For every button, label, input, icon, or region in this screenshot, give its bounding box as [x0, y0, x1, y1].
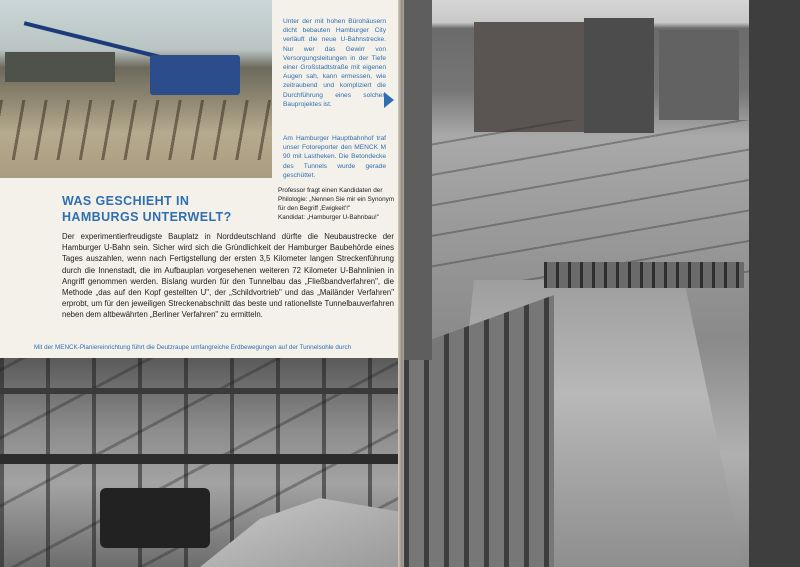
photo-crawler-tractor — [100, 488, 210, 548]
photo-construction-site-crane — [0, 0, 272, 178]
photo-site-clutter — [404, 120, 800, 280]
photo-building-right — [659, 30, 739, 120]
photo-timber-beams — [0, 100, 272, 160]
quote-answer: Kandidat: „Hamburger U-Bahnbau!" — [278, 214, 380, 221]
photo-spoil-heap — [200, 498, 400, 567]
right-triangle-arrow-icon — [384, 92, 394, 108]
photo-building-left — [474, 22, 584, 132]
photo-facade-left-edge — [404, 0, 432, 360]
photo-building-center — [584, 18, 654, 133]
article-heading: WAS GESCHIEHT IN HAMBURGS UNTERWELT? — [62, 194, 232, 224]
caption-bulldozer: Mit der MENCK-Planiereinrichtung führt die Deutzraupe umfangreiche Erdbewegungen auf der Tunnelsohle durch — [34, 344, 352, 351]
photo-facade-right-edge — [749, 0, 800, 567]
quote-question: Professor fragt einen Kandidaten der Philologie: „Nennen Sie mir ein Synonym für den Begriff ‚Ewigkeit'!" — [278, 187, 395, 212]
right-page — [404, 0, 800, 567]
photo-open-cut-tunnel-street — [404, 0, 800, 567]
photo-shed — [5, 52, 115, 82]
quote-block — [278, 186, 396, 222]
caption-hauptbahnhof: Am Hamburger Hauptbahnhof traf unser Fotoreporter den MENCK M 90 mit Lastheken. Die Betondecke des Tunnels wurde gerade geschüttet. — [283, 135, 386, 179]
photo-beam-upper — [0, 388, 400, 394]
photo-crane-cab — [150, 55, 240, 95]
caption-city-route: Unter der mit hohen Bürohäusern dicht bebauten Hamburger City verläuft die neue U-Bahnstrecke. Nur wer das Gewirr von Versorgungsleitungen in der Tiefe einer Großstadtstraße mit eigenen Augen sah, kann ermessen, wie zeitraubend und kompliziert die Durchführung eines solchen Bauprojektes ist. — [283, 18, 386, 108]
photo-tunnel-bulldozer — [0, 358, 400, 567]
photo-beam-main — [0, 454, 400, 464]
photo-temporary-bridge — [544, 262, 744, 288]
article-body: Der experimentierfreudigste Bauplatz in Norddeutschland dürfte die Neubaustrecke der Hamburger U-Bahn sein. Sicher wird sich die Gründlichkeit der Hamburger Baubehörde eines Tages auszahlen, wenn nach Fertigstellung der ersten 3,5 Kilometer langen Streckenführung durch die Innenstadt, die im Aufbauplan vorgesehenen weiteren 72 Kilometer U-Bahnlinien in Angriff genommen werden. Bislang wurden für den Tunnelbau das „Fließbandverfahren", die Methode „das auf den Kopf gestellten U", der „Schildvortrieb" und das „Mailänder Verfahren" erprobt, um für den jeweiligen Streckenabschnitt das beste und rationellste Tunnelbauverfahren neben dem altbewährten „Berliner Verfahren" zu ermitteln. — [62, 232, 394, 320]
